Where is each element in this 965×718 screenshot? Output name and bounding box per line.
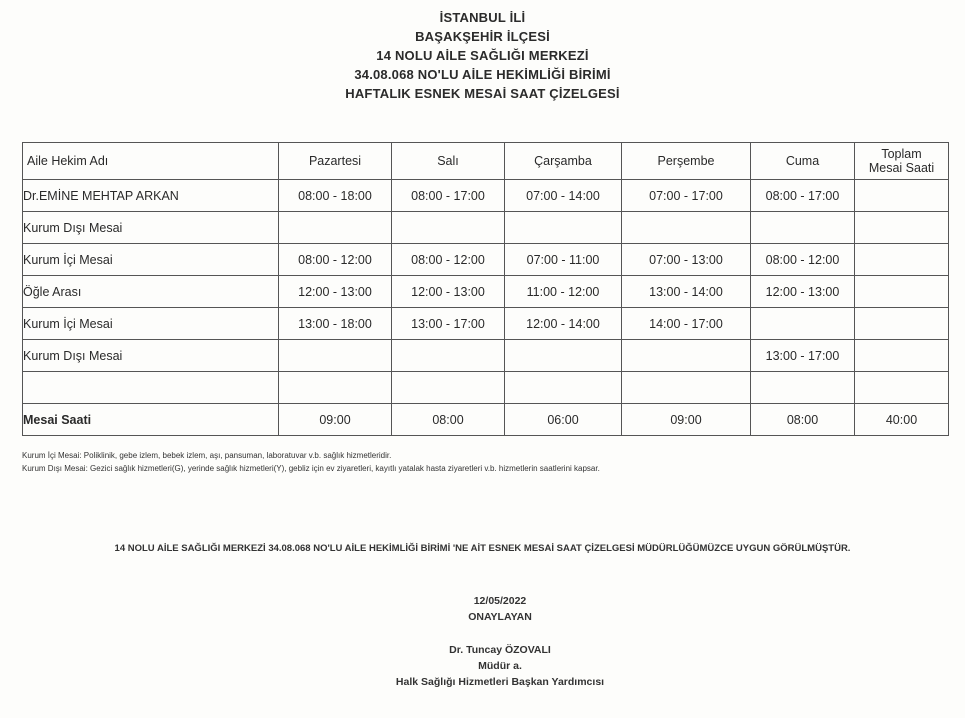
cell-friday	[751, 212, 855, 244]
table-row	[23, 372, 949, 404]
cell-thursday	[622, 372, 751, 404]
cell-tuesday	[392, 212, 505, 244]
header-document-title: HAFTALIK ESNEK MESAİ SAAT ÇİZELGESİ	[345, 86, 620, 101]
total-monday: 09:00	[279, 404, 392, 436]
cell-monday: 08:00 - 12:00	[279, 244, 392, 276]
cell-tuesday	[392, 372, 505, 404]
table-row	[23, 244, 949, 276]
header-physician-name: Aile Hekim Adı	[23, 143, 279, 180]
cell-friday	[751, 372, 855, 404]
document-header	[0, 8, 965, 103]
cell-thursday: 13:00 - 14:00	[622, 276, 751, 308]
cell-thursday: 07:00 - 17:00	[622, 180, 751, 212]
row-label: Öğle Arası	[23, 276, 279, 308]
total-wednesday: 06:00	[505, 404, 622, 436]
cell-wednesday	[505, 212, 622, 244]
approver-name: Dr. Tuncay ÖZOVALI	[449, 644, 551, 656]
header-monday: Pazartesi	[279, 143, 392, 180]
footnotes	[22, 449, 600, 475]
header-total-hours	[855, 143, 949, 180]
row-label: Kurum Dışı Mesai	[23, 212, 279, 244]
table-row	[23, 276, 949, 308]
table-row	[23, 308, 949, 340]
approval-date: 12/05/2022	[473, 595, 527, 607]
total-week: 40:00	[855, 404, 949, 436]
schedule-table	[22, 142, 949, 436]
cell-tuesday: 12:00 - 13:00	[392, 276, 505, 308]
approval-statement: 14 NOLU AİLE SAĞLIĞI MERKEZİ 34.08.068 NO'LU AİLE HEKİMLİĞİ BİRİMİ 'NE AİT ESNEK MESAİ SAAT ÇİZELGESİ MÜDÜRLÜĞÜMÜZCE UYGUN GÖRÜLMÜŞTÜR.	[114, 543, 851, 554]
total-tuesday: 08:00	[392, 404, 505, 436]
cell-friday: 08:00 - 12:00	[751, 244, 855, 276]
cell-friday: 12:00 - 13:00	[751, 276, 855, 308]
cell-total	[855, 180, 949, 212]
cell-monday: 12:00 - 13:00	[279, 276, 392, 308]
cell-total	[855, 212, 949, 244]
table-row	[23, 212, 949, 244]
approver-label: ONAYLAYAN	[468, 611, 532, 623]
cell-total	[855, 276, 949, 308]
cell-thursday: 14:00 - 17:00	[622, 308, 751, 340]
cell-wednesday	[505, 372, 622, 404]
header-total-line2: Mesai Saati	[868, 161, 935, 175]
header-thursday: Perşembe	[622, 143, 751, 180]
header-unit: 34.08.068 NO'LU AİLE HEKİMLİĞİ BİRİMİ	[354, 67, 611, 82]
total-row-label: Mesai Saati	[23, 404, 279, 436]
row-label: Kurum Dışı Mesai	[23, 340, 279, 372]
row-label: Kurum İçi Mesai	[23, 244, 279, 276]
cell-total	[855, 308, 949, 340]
row-label: Kurum İçi Mesai	[23, 308, 279, 340]
cell-friday: 13:00 - 17:00	[751, 340, 855, 372]
cell-monday: 13:00 - 18:00	[279, 308, 392, 340]
header-wednesday: Çarşamba	[505, 143, 622, 180]
footnote-internal-shift: Kurum İçi Mesai: Poliklinik, gebe izlem, bebek izlem, aşı, pansuman, laboratuvar v.b. sağlık hizmetleridir.	[22, 451, 392, 460]
cell-tuesday: 08:00 - 17:00	[392, 180, 505, 212]
table-row	[23, 180, 949, 212]
cell-wednesday: 07:00 - 11:00	[505, 244, 622, 276]
table-header-row	[23, 143, 949, 180]
cell-thursday	[622, 212, 751, 244]
cell-friday	[751, 308, 855, 340]
cell-friday: 08:00 - 17:00	[751, 180, 855, 212]
footnote-external-shift: Kurum Dışı Mesai: Gezici sağlık hizmetleri(G), yerinde sağlık hizmetleri(Y), gebliz için ev ziyaretleri, kayıtlı yatalak hasta ziyaretleri v.b. hizmetlerin saatlerini kapsar.	[22, 464, 600, 473]
row-label	[23, 372, 279, 404]
table-row	[23, 340, 949, 372]
cell-monday	[279, 212, 392, 244]
header-total-line1: Toplam	[881, 147, 922, 161]
cell-monday	[279, 340, 392, 372]
total-friday: 08:00	[751, 404, 855, 436]
cell-total	[855, 244, 949, 276]
row-label: Dr.EMİNE MEHTAP ARKAN	[23, 180, 279, 212]
approver-title: Müdür a.	[478, 660, 522, 672]
header-tuesday: Salı	[392, 143, 505, 180]
approver-position: Halk Sağlığı Hizmetleri Başkan Yardımcısı	[395, 676, 605, 688]
cell-tuesday	[392, 340, 505, 372]
cell-tuesday: 13:00 - 17:00	[392, 308, 505, 340]
cell-wednesday: 11:00 - 12:00	[505, 276, 622, 308]
total-thursday: 09:00	[622, 404, 751, 436]
header-friday: Cuma	[751, 143, 855, 180]
cell-wednesday	[505, 340, 622, 372]
header-health-center: 14 NOLU AİLE SAĞLIĞI MERKEZİ	[376, 48, 589, 63]
cell-total	[855, 340, 949, 372]
cell-thursday: 07:00 - 13:00	[622, 244, 751, 276]
cell-wednesday: 07:00 - 14:00	[505, 180, 622, 212]
cell-monday: 08:00 - 18:00	[279, 180, 392, 212]
table-total-row	[23, 404, 949, 436]
cell-thursday	[622, 340, 751, 372]
cell-tuesday: 08:00 - 12:00	[392, 244, 505, 276]
cell-wednesday: 12:00 - 14:00	[505, 308, 622, 340]
cell-total	[855, 372, 949, 404]
header-province: İSTANBUL İLİ	[439, 10, 526, 25]
signature-block	[0, 593, 965, 690]
cell-monday	[279, 372, 392, 404]
header-district: BAŞAKŞEHİR İLÇESİ	[415, 29, 550, 44]
